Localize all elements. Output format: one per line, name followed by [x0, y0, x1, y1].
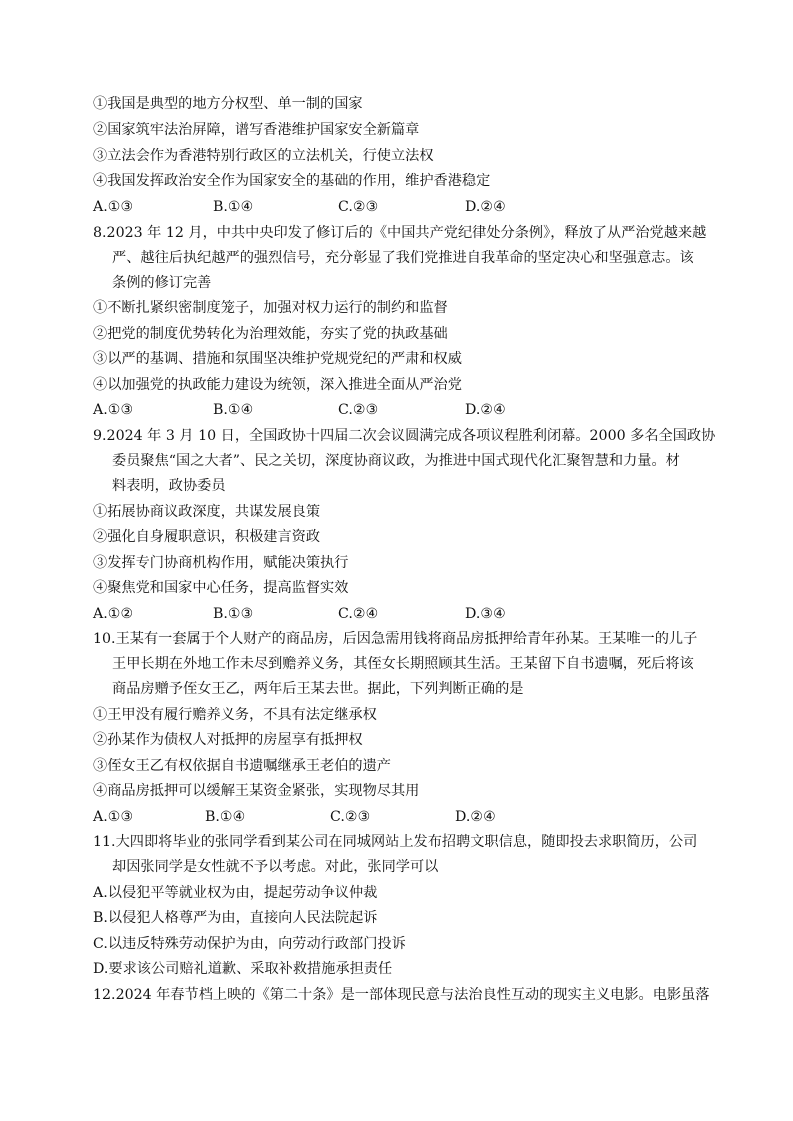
option-statement-1: ①我国是典型的地方分权型、单一制的国家 [93, 96, 363, 112]
question-9-stem-3: 料表明，政协委员 [112, 478, 226, 494]
question-10-item-4: ④商品房抵押可以缓解王某资金紧张，实现物尽其用 [93, 783, 420, 799]
question-10-item-2: ②孙某作为债权人对抵押的房屋享有抵押权 [93, 732, 363, 748]
choice-b: B.①④ [205, 809, 246, 825]
option-statement-2: ②国家筑牢法治屏障，谱写香港维护国家安全新篇章 [93, 122, 420, 138]
question-8-item-1: ①不断扎紧织密制度笼子，加强对权力运行的制约和监督 [93, 300, 448, 316]
question-8-item-2: ②把党的制度优势转化为治理效能，夯实了党的执政基础 [93, 326, 448, 342]
question-11-choice-c: C.以违反特殊劳动保护为由，向劳动行政部门投诉 [93, 936, 406, 952]
choice-d: D.③④ [465, 606, 506, 622]
question-8-item-4: ④以加强党的执政能力建设为统领，深入推进全面从严治党 [93, 377, 462, 393]
question-11-stem-1: 11.大四即将毕业的张同学看到某公司在同城网站上发布招聘文职信息，随即投去求职简历，公司 [93, 834, 698, 850]
question-10-item-3: ③侄女王乙有权依据自书遗嘱继承王老伯的遗产 [93, 758, 391, 774]
question-10-stem-3: 商品房赠予侄女王乙，两年后王某去世。据此，下列判断正确的是 [112, 681, 524, 697]
choice-b: B.①④ [213, 402, 254, 418]
choice-c: C.②③ [338, 402, 379, 418]
question-9-item-3: ③发挥专门协商机构作用，赋能决策执行 [93, 555, 349, 571]
choice-a: A.①③ [93, 402, 134, 418]
choice-d: D.②④ [455, 809, 496, 825]
question-9-item-4: ④聚焦党和国家中心任务，提高监督实效 [93, 580, 349, 596]
choice-d: D.②④ [465, 199, 506, 215]
question-10-item-1: ①王甲没有履行赡养义务，不具有法定继承权 [93, 707, 377, 723]
choice-c: C.②③ [338, 199, 379, 215]
choice-a: A.①③ [93, 809, 134, 825]
choice-d: D.②④ [465, 402, 506, 418]
question-10-stem-2: 王甲长期在外地工作未尽到赡养义务，其侄女长期照顾其生活。王某留下自书遗嘱，死后将该 [112, 656, 694, 672]
question-8-stem-2: 严、越往后执纪越严的强烈信号，充分彰显了我们党推进自我革命的坚定决心和坚强意志。该 [112, 250, 694, 266]
question-11-choice-d: D.要求该公司赔礼道歉、采取补救措施承担责任 [93, 961, 393, 977]
question-9-stem-1: 9.2024 年 3 月 10 日，全国政协十四届二次会议圆满完成各项议程胜利闭幕。2000 多名全国政协 [93, 428, 716, 444]
question-11-choice-b: B.以侵犯人格尊严为由，直接向人民法院起诉 [93, 910, 378, 926]
question-11-stem-2: 却因张同学是女性就不予以考虑。对此，张同学可以 [112, 859, 439, 875]
option-statement-4: ④我国发挥政治安全作为国家安全的基础的作用，维护香港稳定 [93, 173, 491, 189]
question-10-stem-1: 10.王某有一套属于个人财产的商品房，后因急需用钱将商品房抵押给青年孙某。王某唯一的儿子 [93, 631, 698, 647]
choice-b: B.①④ [213, 199, 254, 215]
question-11-choice-a: A.以侵犯平等就业权为由，提起劳动争议仲裁 [93, 885, 378, 901]
choice-a: A.①③ [93, 199, 134, 215]
option-statement-3: ③立法会作为香港特别行政区的立法机关，行使立法权 [93, 148, 434, 164]
question-9-item-2: ②强化自身履职意识，积极建言资政 [93, 529, 321, 545]
question-12-stem-1: 12.2024 年春节档上映的《第二十条》是一部体现民意与法治良性互动的现实主义电影。电影虽落 [93, 987, 710, 1003]
choice-c: C.②③ [330, 809, 371, 825]
question-9-stem-2: 委员聚焦“国之大者”、民之关切，深度协商议政，为推进中国式现代化汇聚智慧和力量。材 [112, 453, 680, 469]
choice-c: C.②④ [338, 606, 379, 622]
question-9-item-1: ①拓展协商议政深度，共谋发展良策 [93, 504, 321, 520]
choice-b: B.①③ [213, 606, 254, 622]
choice-a: A.①② [93, 606, 134, 622]
question-8-stem-1: 8.2023 年 12 月，中共中央印发了修订后的《中国共产党纪律处分条例》，释放了从严治党越来越 [93, 225, 707, 241]
question-8-stem-3: 条例的修订完善 [112, 275, 212, 291]
question-8-item-3: ③以严的基调、措施和氛围坚决维护党规党纪的严肃和权威 [93, 351, 462, 367]
